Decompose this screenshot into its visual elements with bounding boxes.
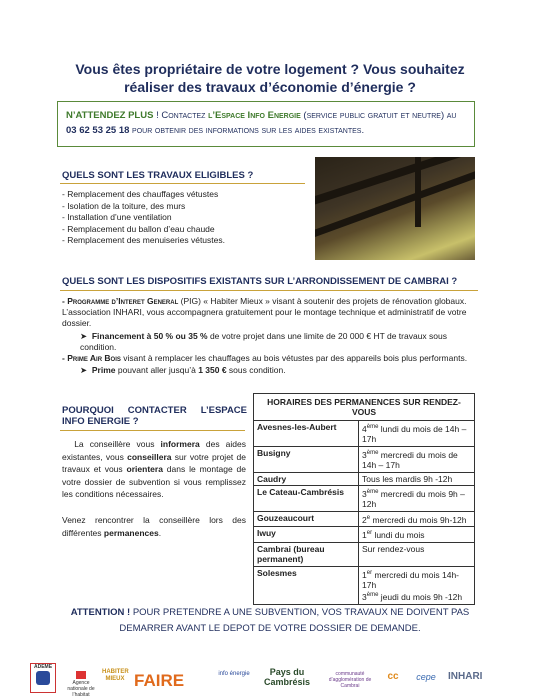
ordinal-number: 2 [362, 514, 367, 525]
ordinal-suffix: e [366, 514, 371, 521]
ordinal-suffix: ème [366, 449, 379, 456]
logo-text: Agence nationale de l’habitat [67, 680, 95, 698]
inhari-logo: INHARI [448, 671, 483, 682]
list-item: - Remplacement du ballon d’eau chaude [62, 223, 215, 234]
contact-text: dans le montage de votre dossier de subvention si vous remplissez les conditions nécessaires. [62, 464, 246, 499]
bois-text: visant à remplacer les chauffages au bois vétustes par des appareils bois plus performants. [120, 353, 468, 363]
ordinal-number: 3 [362, 488, 367, 499]
callout-org: l’Espace Info Energie [208, 110, 301, 121]
contact-emphasis: orientera [126, 464, 163, 474]
dispositifs-heading: QUELS SONT LES DISPOSITIFS EXISTANTS SUR L’ARRONDISSEMENT DE CAMBRAI ? [62, 276, 458, 287]
contact-paragraph-1 [62, 438, 246, 501]
pays-cambresis-logo: Pays du Cambrésis [263, 667, 311, 687]
faire-logo: FAIRE [134, 671, 185, 690]
ademe-logo [30, 663, 56, 693]
bois-bullet-end: sous condition. [226, 365, 286, 375]
pig-label: - Programme d’Interet General [62, 296, 179, 306]
schedule-place: Caudry [254, 472, 359, 486]
pig-bullet [80, 331, 477, 353]
pig-bullet-text: de votre projet dans une limite de 20 000 € HT de travaux sous condition. [80, 331, 447, 352]
cepe-logo: cepe [416, 672, 436, 682]
bois-paragraph [62, 353, 477, 364]
ordinal-suffix: er [366, 530, 373, 537]
ordinal-suffix: ème [366, 424, 379, 430]
arrow-bullet-icon: ➤ [80, 365, 92, 375]
attention-label: ATTENTION ! [70, 607, 131, 618]
callout-text-1: ! Contactez [153, 110, 209, 121]
info-energie-logo: info énergie [218, 671, 250, 677]
contact-text: . [158, 527, 162, 538]
bois-bullet-text: pouvant aller jusqu’à [115, 365, 199, 375]
anah-logo [62, 663, 100, 698]
logo-text: ADEME [33, 664, 53, 670]
works-list [62, 189, 307, 247]
ordinal-number: 3 [362, 449, 367, 460]
ordinal-number: 1 [362, 530, 367, 541]
schedule-time [359, 566, 475, 604]
table-row [254, 511, 475, 526]
list-item: - Installation d’une ventilation [62, 212, 172, 222]
works-heading: QUELS SONT LES TRAVAUX ELIGIBLES ? [62, 170, 254, 181]
schedule-time-text: mercredi du mois 9h – 12h [362, 488, 465, 510]
schedule-time-text: lundi du mois de 14h – 17h [362, 423, 467, 445]
page-title [60, 60, 480, 96]
arrow-bullet-icon: ➤ [80, 331, 92, 341]
schedule-place: Solesmes [254, 566, 359, 604]
contact-divider [60, 430, 245, 431]
attic-insulation-photo [315, 157, 475, 260]
schedule-place: Le Cateau-Cambrésis [254, 486, 359, 512]
cc-logo: cc [387, 671, 399, 682]
attention-text: POUR PRETENDRE A UNE SUBVENTION, VOS TRAVAUX NE DOIVENT PAS DEMARRER AVANT LE DEPOT DE VOTRE DOSSIER DE DEMANDE. [119, 607, 470, 634]
title-line-1: Vous êtes propriétaire de votre logement ? Vous souhaitez [75, 61, 465, 77]
ordinal-number: 4 [362, 423, 367, 434]
schedule-time [359, 542, 475, 566]
anah-mark [76, 671, 86, 679]
dispositifs-divider [60, 290, 478, 291]
ordinal-suffix: ème [366, 592, 379, 599]
callout-prefix: N’ATTENDEZ PLUS [66, 110, 154, 121]
bois-amount: 1 350 € [198, 365, 227, 375]
table-row [254, 446, 475, 472]
table-row [254, 566, 475, 604]
schedule-time [359, 472, 475, 486]
pig-bullet-bold: Financement à 50 % ou 35 % [91, 331, 208, 341]
schedule-time [359, 421, 475, 447]
schedule-heading: HORAIRES DES PERMANENCES SUR RENDEZ-VOUS [254, 394, 475, 421]
schedule-time-text: Sur rendez-vous [362, 543, 425, 554]
table-row [254, 486, 475, 512]
schedule-time-text: mercredi du mois 14h-17h [362, 569, 459, 590]
schedule-place: Iwuy [254, 527, 359, 542]
works-divider [60, 183, 305, 184]
ordinal-number: 3 [362, 592, 367, 603]
table-row [254, 542, 475, 566]
bois-label: - Prime Air Bois [62, 353, 121, 363]
schedule-time [359, 527, 475, 542]
list-item: - Remplacement des menuiseries vétustes. [62, 235, 225, 245]
pig-text: (PIG) « Habiter Mieux » visant à soutenir des projets de rénovation globaux. L’association INHARI, vous accompagnera gratuitement pour le montage technique et administratif de votre dossier. [62, 296, 467, 328]
table-row [254, 421, 475, 447]
schedule-place: Avesnes-les-Aubert [254, 421, 359, 447]
contact-emphasis: permanences [103, 527, 159, 538]
caca-logo: communauté d’agglomération de Cambrai [328, 671, 372, 689]
bois-bullet-bold: Prime [91, 365, 116, 375]
contact-heading: POURQUOI CONTACTER L’ESPACE INFO ENERGIE ? [62, 405, 247, 427]
contact-text: des aides existantes, vous [62, 439, 246, 462]
schedule-time [359, 511, 475, 526]
callout-text-2: (service public gratuit et neutre) au [300, 110, 457, 121]
schedule-time [359, 446, 475, 472]
phone-number: 03 62 53 25 18 [66, 125, 130, 136]
schedule-time [359, 486, 475, 512]
title-line-2: réaliser des travaux d’économie d’énergie ? [124, 79, 416, 95]
attention-notice [65, 605, 475, 637]
bois-bullet [80, 365, 477, 376]
schedule-time-text: lundi du mois [372, 530, 425, 541]
habiter-mieux-logo: HABITER MIEUX [102, 669, 129, 682]
schedule-place: Cambrai (bureau permanent) [254, 542, 359, 566]
schedule-place: Busigny [254, 446, 359, 472]
ordinal-number: 1 [362, 569, 367, 580]
ademe-mark [36, 671, 50, 685]
ordinal-suffix: er [366, 569, 373, 576]
schedule-time-text: Tous les mardis 9h -12h [362, 473, 453, 484]
callout-text-3: pour obtenir des informations sur les aides existantes. [129, 125, 365, 136]
contact-paragraph-2 [62, 514, 246, 539]
contact-emphasis: informera [160, 439, 200, 449]
schedule-place: Gouzeaucourt [254, 511, 359, 526]
table-row [254, 472, 475, 486]
schedule-time-text: jeudi du mois 9h -12h [378, 592, 463, 603]
schedule-time-text: mercredi du mois 9h-12h [370, 514, 467, 525]
contact-callout [57, 101, 475, 147]
table-row [254, 527, 475, 542]
pig-paragraph [62, 296, 477, 329]
list-item: - Remplacement des chauffages vétustes [62, 189, 219, 199]
contact-emphasis: conseillera [127, 451, 172, 462]
list-item: - Isolation de la toiture, des murs [62, 200, 186, 211]
contact-text: sur votre projet de travaux et vous [62, 451, 246, 474]
schedule-time-text: mercredi du mois de 14h – 17h [362, 449, 458, 471]
contact-text: Venez rencontrer la conseillère lors des différentes [62, 515, 246, 538]
ordinal-suffix: ème [366, 489, 379, 496]
contact-text: La conseillère vous [74, 439, 161, 449]
schedule-table [253, 393, 475, 605]
partner-logos [30, 663, 510, 698]
